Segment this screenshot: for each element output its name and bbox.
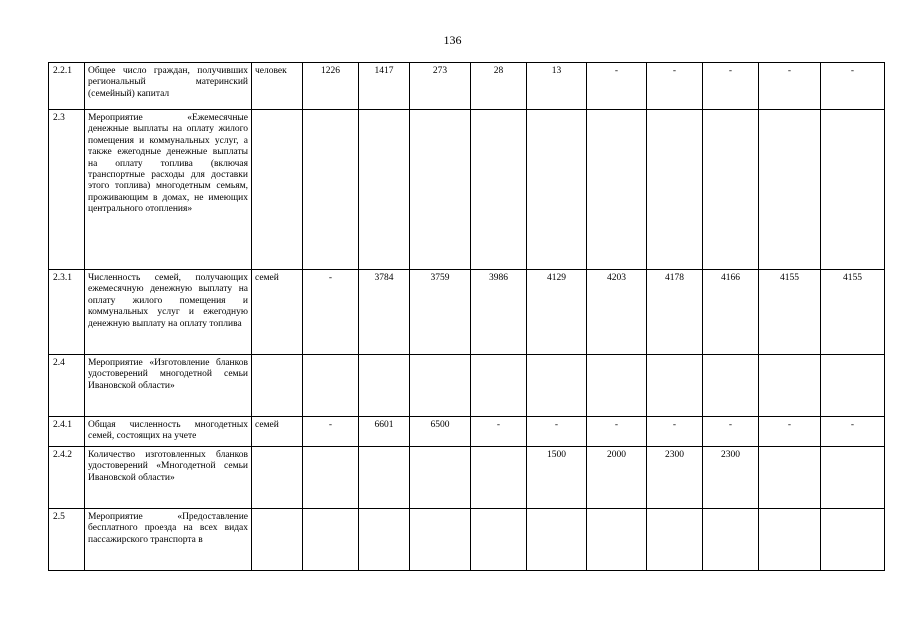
table-row (49, 63, 885, 110)
row-value (471, 355, 527, 417)
row-value (821, 509, 885, 571)
row-value (759, 355, 821, 417)
row-value (303, 355, 359, 417)
row-code: 2.4.2 (49, 447, 85, 509)
indicators-table (48, 62, 885, 571)
row-value: - (587, 417, 647, 447)
row-value: - (527, 417, 587, 447)
row-value (410, 355, 471, 417)
row-value (587, 110, 647, 270)
row-value (359, 509, 410, 571)
row-code: 2.3 (49, 110, 85, 270)
row-unit (252, 110, 303, 270)
row-description: Общее число граждан, получивших региональный материнский (семейный) капитал (85, 63, 252, 110)
row-unit: семей (252, 270, 303, 355)
row-value: 13 (527, 63, 587, 110)
row-value (471, 110, 527, 270)
row-value (759, 110, 821, 270)
row-value (821, 355, 885, 417)
row-value (587, 509, 647, 571)
row-value: 1500 (527, 447, 587, 509)
row-description: Общая численность многодетных семей, состоящих на учете (85, 417, 252, 447)
table-row (49, 509, 885, 571)
row-unit (252, 447, 303, 509)
row-value (703, 355, 759, 417)
row-value: 273 (410, 63, 471, 110)
row-value (647, 355, 703, 417)
row-value: 4129 (527, 270, 587, 355)
table-row (49, 417, 885, 447)
row-description: Мероприятие «Изготовление бланков удостоверений многодетной семьи Ивановской области» (85, 355, 252, 417)
row-code: 2.3.1 (49, 270, 85, 355)
row-value: - (587, 63, 647, 110)
row-value (410, 509, 471, 571)
row-value: 1226 (303, 63, 359, 110)
row-value: - (821, 417, 885, 447)
row-value: 6601 (359, 417, 410, 447)
row-value: 4155 (821, 270, 885, 355)
row-value: 4178 (647, 270, 703, 355)
row-value (410, 110, 471, 270)
row-value: 2300 (647, 447, 703, 509)
row-value (647, 509, 703, 571)
row-description: Мероприятие «Предоставление бесплатного проезда на всех видах пассажирского транспорта в (85, 509, 252, 571)
row-value (527, 110, 587, 270)
row-value (527, 509, 587, 571)
row-value (471, 447, 527, 509)
table-row (49, 110, 885, 270)
row-value: - (471, 417, 527, 447)
table-row (49, 447, 885, 509)
row-value: - (303, 417, 359, 447)
row-value (471, 509, 527, 571)
row-value (359, 447, 410, 509)
row-value (303, 447, 359, 509)
row-value: - (759, 417, 821, 447)
row-value (587, 355, 647, 417)
row-unit (252, 509, 303, 571)
row-value: - (647, 63, 703, 110)
row-value (821, 110, 885, 270)
row-description: Численность семей, получающих ежемесячную денежную выплату на оплату жилого помещения и коммунальных услуг и ежегодную денежную выплату на оплату топлива (85, 270, 252, 355)
row-value: 3784 (359, 270, 410, 355)
row-value: - (647, 417, 703, 447)
row-value (759, 509, 821, 571)
row-unit (252, 355, 303, 417)
row-value (821, 447, 885, 509)
page-number: 136 (443, 33, 462, 47)
row-value: 6500 (410, 417, 471, 447)
row-value: 1417 (359, 63, 410, 110)
row-description: Количество изготовленных бланков удостоверений «Многодетной семьи Ивановской области» (85, 447, 252, 509)
row-value (410, 447, 471, 509)
row-value: 4203 (587, 270, 647, 355)
row-value (527, 355, 587, 417)
row-value: 3759 (410, 270, 471, 355)
row-value: 28 (471, 63, 527, 110)
row-value: 3986 (471, 270, 527, 355)
row-unit: человек (252, 63, 303, 110)
row-value: - (703, 63, 759, 110)
table-row (49, 270, 885, 355)
row-value (703, 509, 759, 571)
row-value: 4155 (759, 270, 821, 355)
row-value (303, 110, 359, 270)
row-value: 4166 (703, 270, 759, 355)
row-value (359, 355, 410, 417)
row-value: - (703, 417, 759, 447)
row-code: 2.5 (49, 509, 85, 571)
row-value (703, 110, 759, 270)
row-value: - (821, 63, 885, 110)
row-value (647, 110, 703, 270)
row-description: Мероприятие «Ежемесячные денежные выплаты на оплату жилого помещения и коммунальных услуг, а также ежегодные денежные выплаты на оплату топлива (включая транспортные расходы для доставки этого топлива) многодетным семьям, проживающим в домах, не имеющих центрального отопления» (85, 110, 252, 270)
row-value: - (759, 63, 821, 110)
row-value (359, 110, 410, 270)
row-unit: семей (252, 417, 303, 447)
row-value: 2000 (587, 447, 647, 509)
row-value (759, 447, 821, 509)
row-code: 2.2.1 (49, 63, 85, 110)
row-code: 2.4.1 (49, 417, 85, 447)
table-row (49, 355, 885, 417)
row-value: 2300 (703, 447, 759, 509)
row-code: 2.4 (49, 355, 85, 417)
row-value: - (303, 270, 359, 355)
row-value (303, 509, 359, 571)
